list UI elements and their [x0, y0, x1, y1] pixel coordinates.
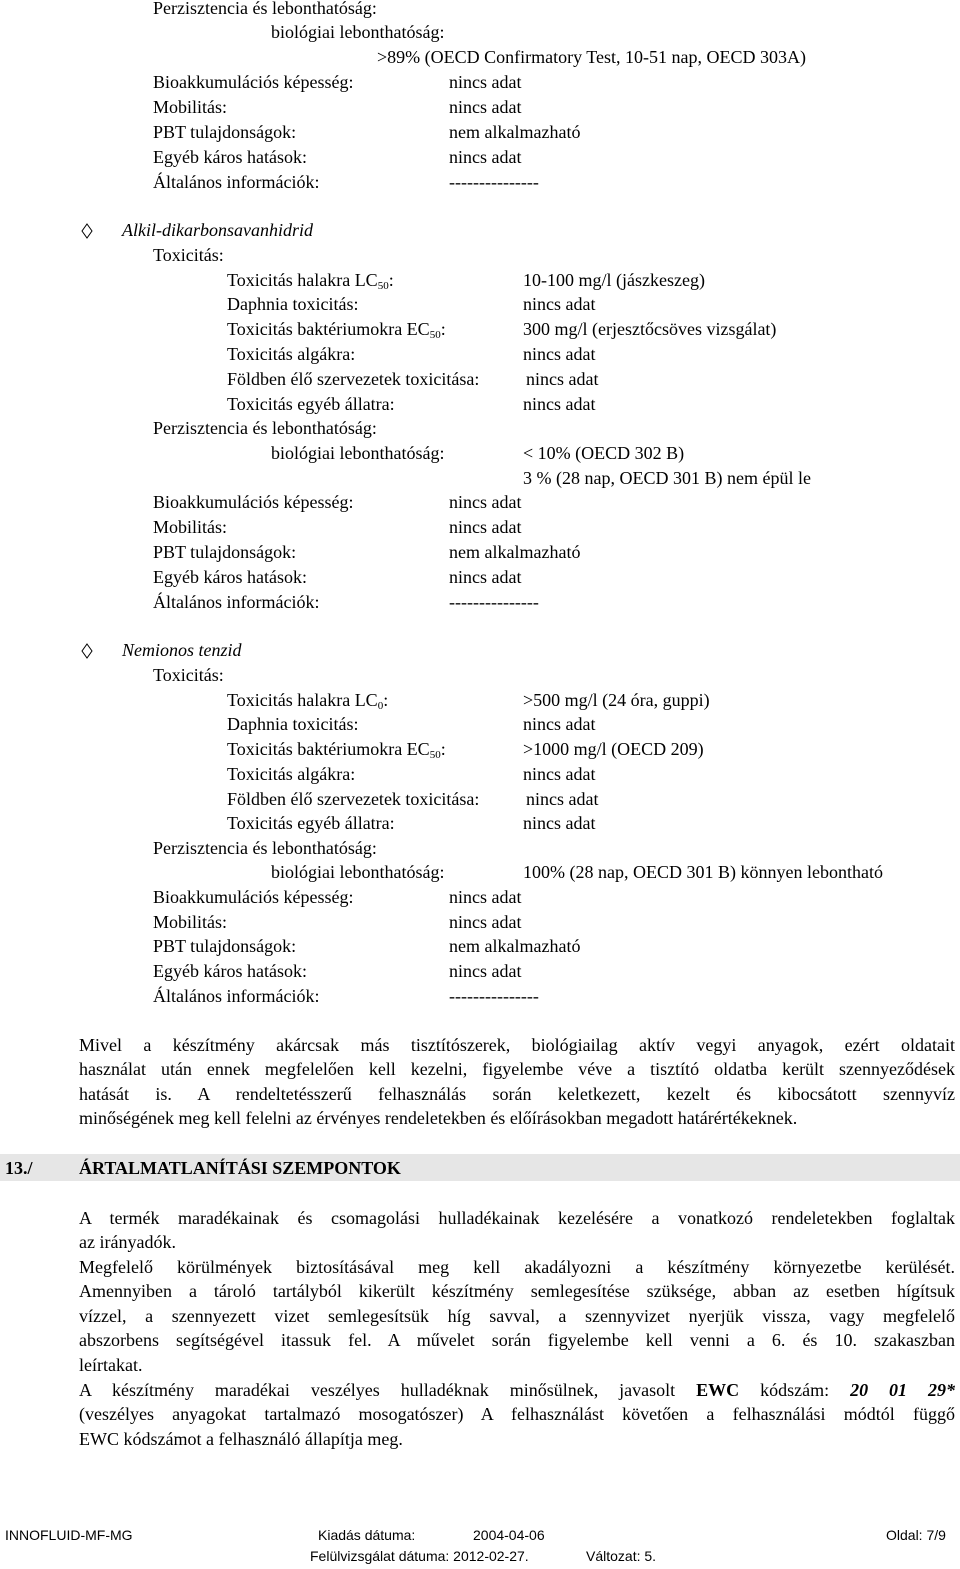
version: Változat: 5. — [586, 1548, 657, 1564]
diamond-bullet-icon — [81, 643, 93, 659]
waste-water-note — [79, 1033, 955, 1131]
paragraph-line: (veszélyes anyagokat tartalmazó mosogatószer) A felhasználást követően a felhasználási módtól függő — [79, 1404, 955, 1425]
persistence-heading: Perzisztencia és lebonthatóság: — [153, 838, 377, 858]
persistence-heading: Perzisztencia és lebonthatóság: — [153, 418, 377, 438]
substance-name: Alkil-dikarbonsavanhidrid — [122, 220, 313, 240]
bacteria-toxicity-label: Toxicitás baktériumokra $EC_{50}$: — [227, 739, 446, 761]
mobility-label: Mobilitás: — [153, 517, 228, 537]
fish-toxicity-value: >500 mg/l (24 óra, guppi) — [523, 690, 710, 710]
bioaccumulation-value: nincs adat — [449, 887, 522, 907]
other-animal-toxicity-label: Toxicitás egyéb állatra: — [227, 813, 395, 833]
biodegradability-label: biológiai lebonthatóság: — [271, 862, 445, 882]
bioaccumulation-label: Bioakkumulációs képesség: — [153, 72, 354, 92]
ewc-label: EWC — [696, 1380, 740, 1400]
section-title: ÁRTALMATLANÍTÁSI SZEMPONTOK — [79, 1158, 401, 1178]
paragraph-line: minőségének meg kell felelni az érvényes rendeletekben és előírásokban megadott határértékeknek. — [79, 1108, 798, 1129]
general-info-value: --------------- — [449, 592, 539, 612]
mobility-value: nincs adat — [449, 912, 522, 932]
general-info-label: Általános információk: — [153, 986, 320, 1006]
fish-toxicity-value: 10-100 mg/l (jászkeszeg) — [523, 270, 705, 290]
paragraph-line: Megfelelő körülmények biztosításával meg kell akadályozni a készítmény környezetbe kerülését. — [79, 1257, 955, 1277]
review-date: Felülvizsgálat dátuma: 2012-02-27. — [310, 1548, 529, 1564]
general-info-value: --------------- — [449, 172, 539, 192]
algae-toxicity-value: nincs adat — [523, 764, 596, 784]
biodegradability-label: biológiai lebonthatóság: — [271, 443, 445, 463]
algae-toxicity-value: nincs adat — [523, 344, 596, 364]
other-effects-value: nincs adat — [449, 567, 522, 587]
mobility-value: nincs adat — [449, 517, 522, 537]
section-number: 13./ — [5, 1158, 33, 1178]
persistence-heading: Perzisztencia és lebonthatóság: — [153, 0, 377, 18]
paragraph-line: az irányadók. — [79, 1232, 176, 1253]
fish-toxicity-label: Toxicitás halakra $LC_0$: — [227, 690, 389, 712]
toxicity-heading: Toxicitás: — [153, 245, 224, 265]
pbt-label: PBT tulajdonságok: — [153, 122, 297, 142]
pbt-value: nem alkalmazható — [449, 122, 581, 142]
paragraph-line: EWC kódszámot a felhasználó állapítja meg. — [79, 1428, 403, 1449]
other-animal-toxicity-label: Toxicitás egyéb állatra: — [227, 394, 395, 414]
pbt-label: PBT tulajdonságok: — [153, 542, 297, 562]
pbt-label: PBT tulajdonságok: — [153, 936, 297, 956]
general-info-value: --------------- — [449, 986, 539, 1006]
paragraph-line: Mivel a készítmény akárcsak más tisztítószerek, biológiailag aktív vegyi anyagok, ezért oldatait — [79, 1035, 955, 1055]
soil-toxicity-label: Földben élő szervezetek toxicitása: — [227, 369, 480, 389]
diamond-bullet-icon — [81, 223, 93, 239]
paragraph-line: Amennyiben a tároló tartályból kikerült készítmény semlegesítése szüksége, abban az esetben hígítsuk — [79, 1281, 955, 1302]
document-code: INNOFLUID-MF-MG — [5, 1527, 133, 1543]
daphnia-toxicity-value: nincs adat — [523, 294, 596, 314]
substance-name: Nemionos tenzid — [122, 640, 242, 660]
daphnia-toxicity-label: Daphnia toxicitás: — [227, 714, 359, 734]
paragraph-line: A készítmény maradékai veszélyes hulladéknak minősülnek, javasolt EWC kódszám: 20 01 29* — [79, 1380, 955, 1400]
biodegradability-value-2: 3 % (28 nap, OECD 301 B) nem épül le — [523, 468, 811, 488]
pbt-value: nem alkalmazható — [449, 542, 581, 562]
algae-toxicity-label: Toxicitás algákra: — [227, 344, 356, 364]
other-animal-toxicity-value: nincs adat — [523, 813, 596, 833]
other-effects-label: Egyéb káros hatások: — [153, 147, 307, 167]
biodegradability-value: < 10% (OECD 302 B) — [523, 443, 685, 463]
pbt-value: nem alkalmazható — [449, 936, 581, 956]
issue-date: 2004-04-06 — [473, 1527, 545, 1543]
mobility-label: Mobilitás: — [153, 912, 228, 932]
bioaccumulation-value: nincs adat — [449, 72, 522, 92]
daphnia-toxicity-label: Daphnia toxicitás: — [227, 294, 359, 314]
general-info-label: Általános információk: — [153, 592, 320, 612]
bioaccumulation-label: Bioakkumulációs képesség: — [153, 492, 354, 512]
page-number: Oldal: 7/9 — [886, 1527, 946, 1543]
paragraph-line: A termék maradékainak és csomagolási hulladékainak kezelésére a vonatkozó rendeletekben foglaltak — [79, 1208, 955, 1228]
issue-date-label: Kiadás dátuma: — [318, 1527, 416, 1543]
disposal-paragraph-2 — [79, 1255, 955, 1377]
bacteria-toxicity-value: >1000 mg/l (OECD 209) — [523, 739, 704, 759]
bacteria-toxicity-value: 300 mg/l (erjesztőcsöves vizsgálat) — [523, 319, 777, 339]
biodegradability-label: biológiai lebonthatóság: — [271, 22, 445, 42]
other-effects-label: Egyéb káros hatások: — [153, 961, 307, 981]
soil-toxicity-value: nincs adat — [526, 789, 599, 809]
other-effects-value: nincs adat — [449, 147, 522, 167]
mobility-label: Mobilitás: — [153, 97, 228, 117]
paragraph-line: leírtakat. — [79, 1354, 143, 1375]
disposal-paragraph-1 — [79, 1206, 955, 1255]
paragraph-line: hatását is. A rendeltetésszerű felhasználás során keletkezett, kezelt és kibocsátott szennyvíz — [79, 1083, 955, 1104]
fish-toxicity-label: Toxicitás halakra $LC_{50}$: — [227, 270, 394, 292]
biodegradability-value: >89% (OECD Confirmatory Test, 10-51 nap, OECD 303A) — [377, 47, 807, 67]
paragraph-line: abszorbens segítségével itassuk fel. A művelet során figyelembe kell venni a 6. és 10. szakaszban — [79, 1330, 955, 1351]
disposal-paragraph-3 — [79, 1378, 955, 1451]
algae-toxicity-label: Toxicitás algákra: — [227, 764, 356, 784]
soil-toxicity-value: nincs adat — [526, 369, 599, 389]
bacteria-toxicity-label: Toxicitás baktériumokra $EC_{50}$: — [227, 319, 446, 341]
bioaccumulation-value: nincs adat — [449, 492, 522, 512]
paragraph-line: használat után ennek megfelelően kell kezelni, figyelembe véve a tisztító oldatba került szennyeződések — [79, 1059, 955, 1080]
mobility-value: nincs adat — [449, 97, 522, 117]
daphnia-toxicity-value: nincs adat — [523, 714, 596, 734]
bioaccumulation-label: Bioakkumulációs képesség: — [153, 887, 354, 907]
general-info-label: Általános információk: — [153, 172, 320, 192]
other-effects-label: Egyéb káros hatások: — [153, 567, 307, 587]
ewc-code: 20 01 29* — [850, 1380, 955, 1400]
biodegradability-value: 100% (28 nap, OECD 301 B) könnyen lebontható — [523, 862, 883, 882]
soil-toxicity-label: Földben élő szervezetek toxicitása: — [227, 789, 480, 809]
other-animal-toxicity-value: nincs adat — [523, 394, 596, 414]
paragraph-line: vízzel, a szennyezett vizet semlegesítsük híg savval, a szennyvizet nyerjük vissza, vagy megfelelő — [79, 1305, 955, 1326]
toxicity-heading: Toxicitás: — [153, 665, 224, 685]
other-effects-value: nincs adat — [449, 961, 522, 981]
